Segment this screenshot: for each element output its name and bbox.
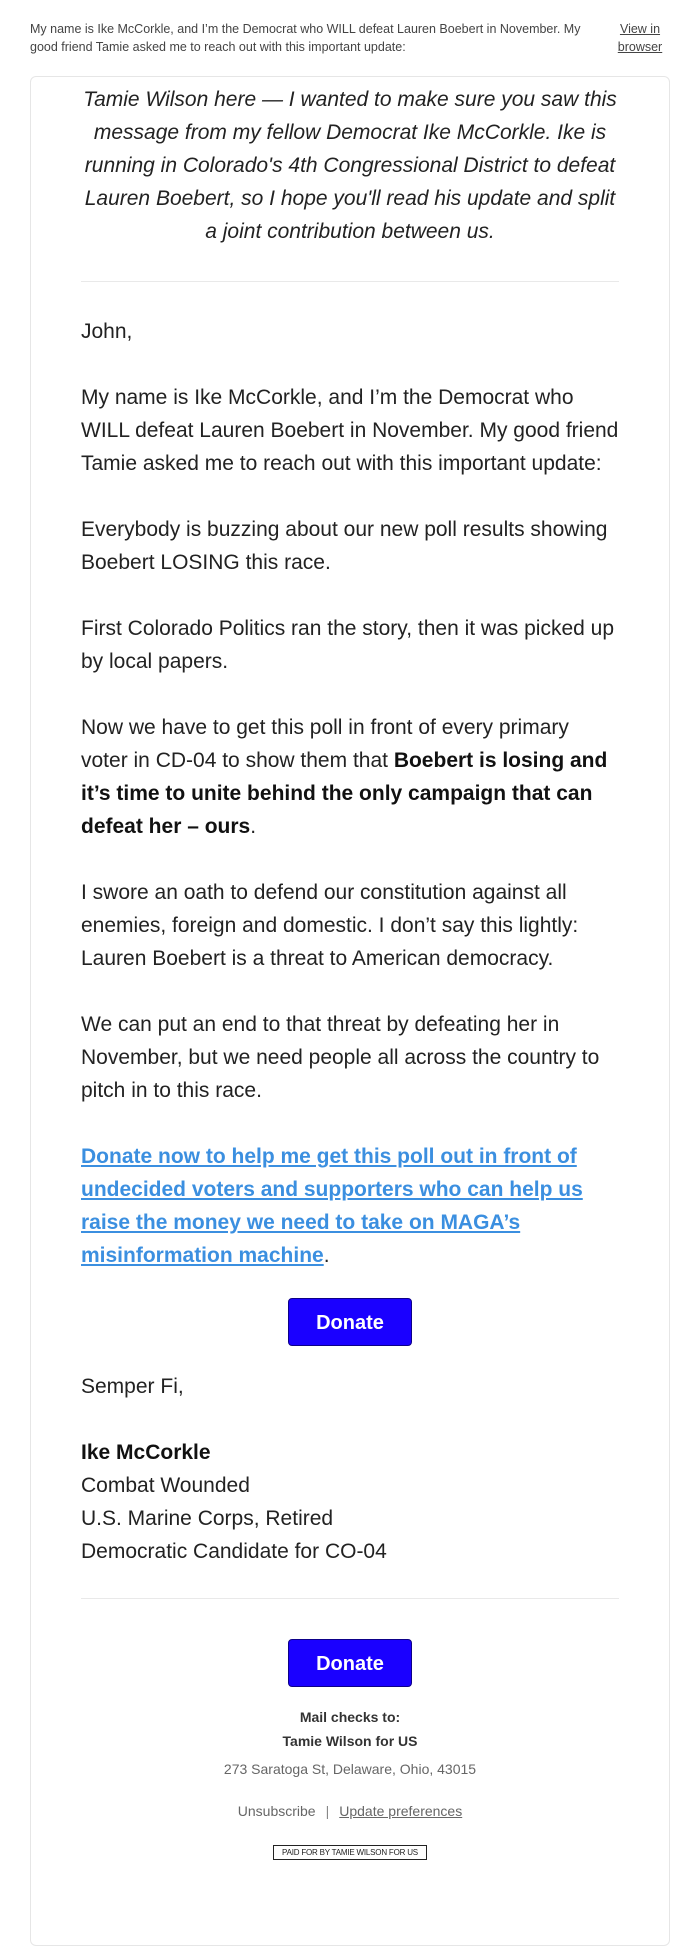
donate-link-period: .: [323, 1244, 330, 1267]
footer-donate-button[interactable]: Donate: [288, 1639, 412, 1687]
paragraph-unite-bold: Boebert is losing and it’s time to unite behind the only campaign that can defeat her – ours: [81, 749, 608, 838]
donate-button[interactable]: Donate: [288, 1298, 412, 1346]
paid-for-disclaimer: PAID FOR BY TAMIE WILSON FOR US: [273, 1845, 427, 1860]
email-card: [30, 76, 670, 1946]
intro-message: Tamie Wilson here — I wanted to make sure you saw this message from my fellow Democrat Ike McCorkle. Ike is running in Colorado's 4th Congressional District to defeat Lauren Boebert, so I hope you'll read his update and split a joint contribution between us.: [83, 88, 617, 243]
mail-address: 273 Saratoga St, Delaware, Ohio, 43015: [223, 1761, 477, 1777]
footer-links: [81, 1803, 619, 1819]
mail-checks-label: Mail checks to:: [299, 1709, 401, 1725]
footer: [81, 1705, 619, 1860]
paragraph-threat: We can put an end to that threat by defeating her in November, but we need people all across the country to pitch in to this race.: [81, 1013, 600, 1102]
paragraph-donate: [81, 1140, 619, 1272]
signature-name-text: Ike McCorkle: [81, 1441, 211, 1464]
mail-org-name: Tamie Wilson for US: [282, 1733, 418, 1749]
signature-name: [81, 1436, 619, 1469]
signature-line-3: Democratic Candidate for CO-04: [81, 1540, 387, 1563]
footer-divider: [81, 1598, 619, 1599]
footer-link-separator: |: [325, 1803, 330, 1819]
donate-text-link[interactable]: Donate now to help me get this poll out in front of undecided voters and supporters who can help us raise the money we need to take on MAGA’s misinformation machine: [81, 1145, 583, 1267]
paragraph-oath: I swore an oath to defend our constitution against all enemies, foreign and domestic. I don’t say this lightly: Lauren Boebert is a threat to American democracy.: [81, 881, 579, 970]
paragraph-unite-end: .: [250, 815, 257, 838]
intro-divider: [81, 281, 619, 282]
preheader: [0, 0, 700, 56]
greeting: John,: [81, 320, 133, 343]
donate-button-wrap: [81, 1298, 619, 1346]
signature: [81, 1370, 619, 1568]
paragraph-unite: [81, 711, 619, 843]
signature-closing: Semper Fi,: [81, 1375, 184, 1398]
preheader-text: My name is Ike McCorkle, and I’m the Democrat who WILL defeat Lauren Boebert in November. My good friend Tamie asked me to reach out with this important update:: [30, 22, 581, 54]
paragraph-press: First Colorado Politics ran the story, then it was picked up by local papers.: [81, 617, 615, 673]
paragraph-poll: Everybody is buzzing about our new poll results showing Boebert LOSING this race.: [81, 518, 608, 574]
unsubscribe-link[interactable]: Unsubscribe: [237, 1803, 316, 1819]
view-in-browser-link[interactable]: View in browser: [617, 22, 663, 54]
signature-line-2: U.S. Marine Corps, Retired: [81, 1507, 334, 1530]
letter-body: [81, 315, 619, 1272]
paragraph-intro: My name is Ike McCorkle, and I’m the Democrat who WILL defeat Lauren Boebert in November. My good friend Tamie asked me to reach out with this important update:: [81, 386, 619, 475]
update-preferences-link[interactable]: Update preferences: [339, 1803, 463, 1819]
signature-line-1: Combat Wounded: [81, 1474, 250, 1497]
paragraph-unite-start: Now we have to get this poll in front of every primary voter in CD-04 to show them that: [81, 716, 569, 772]
footer-donate-wrap: [81, 1639, 619, 1687]
signature-spacer: [81, 1403, 619, 1436]
